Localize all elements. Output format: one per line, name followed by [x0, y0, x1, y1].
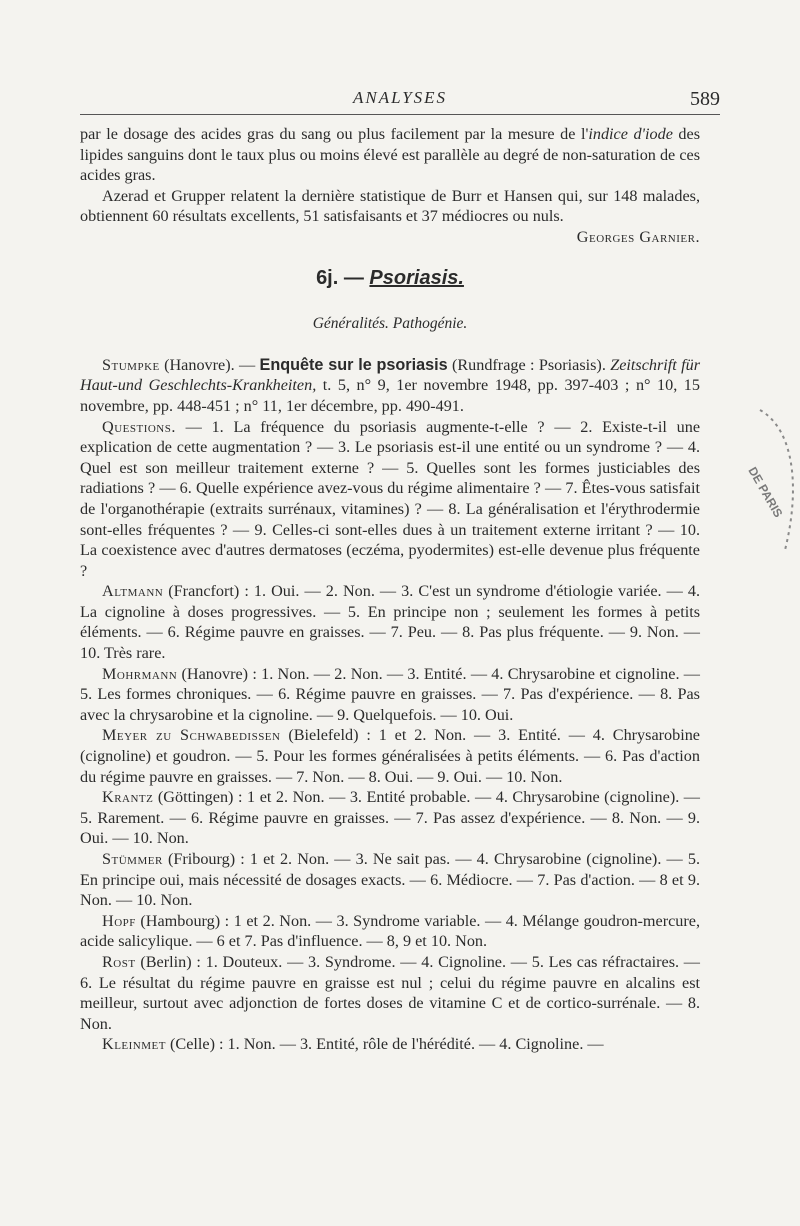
- questions-label: Questions.: [102, 417, 176, 436]
- answer-author: Meyer zu Schwabedissen: [102, 726, 281, 745]
- answer-text: (Göttingen) : 1 et 2. Non. — 3. Entité probable. — 4. Chrysarobine (cignoline). — 5. Rarement. — 6. Régime pauvre en graisses. — 7. Pas assez d'expérience. — 8. Non. — 9. Oui. — 10. Non.: [80, 788, 700, 848]
- answer-author: Rost: [102, 952, 136, 971]
- answer-author: Mohrmann: [102, 664, 178, 683]
- section-title: Psoriasis.: [369, 266, 464, 289]
- reference-entry: [80, 355, 700, 417]
- intro-text-cont: des lipides sanguins dont le taux plus ou moins élevé est parallèle au degré de non-saturation de ces acides gras.: [80, 125, 700, 185]
- stamp-text: DE PARIS: [745, 464, 786, 520]
- answer-text: (Hambourg) : 1 et 2. Non. — 3. Syndrome variable. — 4. Mélange goudron-mercure, acide salicylique. — 6 et 7. Pas d'influence. — 8, 9 et 10. Non.: [80, 911, 700, 951]
- reference-rest-b: t. 5, n° 9, 1er novembre 1948, pp. 397-403 ; n° 10, 15 novembre, pp. 448-451 ; n° 11, 1er décembre, pp. 490-491.: [80, 376, 700, 415]
- library-stamp: [700, 400, 800, 570]
- page-number: 589: [690, 88, 720, 110]
- answer-text: (Francfort) : 1. Oui. — 2. Non. — 3. C'est un syndrome d'étiologie variée. — 4. La cignoline à doses progressives. — 5. En principe non ; seulement les formes à petits éléments. — 6. Régime pauvre en graisses. — 7. Peu. — 8. Pas plus fréquente. — 9. Non. — 10. Très rare.: [80, 582, 700, 663]
- reference-rest-a: (Rundfrage : Psoriasis).: [447, 355, 611, 374]
- answer-author: Kleinmet: [102, 1035, 166, 1054]
- reference-place: (Hanovre). —: [159, 355, 260, 374]
- answer-author: Altmann: [102, 582, 164, 601]
- answer-entry: [80, 849, 700, 911]
- reference-author: Stumpke: [102, 355, 160, 374]
- answer-entry: [80, 1034, 700, 1055]
- answer-author: Krantz: [102, 788, 154, 807]
- reference-journal: Zeitschrift für Haut-und Geschlechts-Krankheiten,: [80, 355, 701, 395]
- answer-author: Stümmer: [102, 850, 163, 868]
- signature: Georges Garnier.: [576, 227, 700, 246]
- answer-text: (Berlin) : 1. Douteux. — 3. Syndrome. — 4. Cignoline. — 5. Les cas réfractaires. — 6. Le résultat du régime pauvre en graisse est nul ; celui du régime pauvre en alcalins est meilleur, surtout avec adjonction de fortes doses de vitamine C et de cortico-surrénale. — 8. Non.: [80, 952, 700, 1033]
- section-heading: [80, 268, 700, 289]
- intro-paragraph-2: Azerad et Grupper relatent la dernière statistique de Burr et Hansen qui, sur 148 malades, obtiennent 60 résultats excellents, 51 satisfaisants et 37 médiocres ou nuls.: [80, 186, 700, 226]
- answer-entry: [80, 581, 700, 663]
- answer-entry: [80, 787, 700, 849]
- running-title: ANALYSES: [352, 88, 448, 107]
- intro-text: par le dosage des acides gras du sang ou plus facilement par la mesure de l': [80, 125, 589, 143]
- answer-text: (Fribourg) : 1 et 2. Non. — 3. Ne sait pas. — 4. Chrysarobine (cignoline). — 5. En principe oui, mais nécessité de dosages exacts. — 6. Médiocre. — 7. Pas d'action. — 8 et 9. Non. — 10. Non.: [80, 850, 700, 910]
- header-rule: [80, 114, 720, 115]
- questions-text: — 1. La fréquence du psoriasis augmente-t-elle ? — 2. Existe-t-il une explication de cette augmentation ? — 3. Le psoriasis est-il une entité ou un syndrome ? — 4. Quel est son meilleur traitement externe ? — 5. Quelles sont les formes justiciables des radiations ? — 6. Quelle expérience avez-vous du régime alimentaire ? — 7. Êtes-vous satisfait de l'organothérapie (extraits surrénaux, vitamines) ? — 8. La généralisation et l'érythrodermie sont-elles fréquentes ? — 9. Celles-ci sont-elles dues à un traitement externe irritant ? — 10. La coexistence avec d'autres dermatoses (eczéma, pyodermites) est-elle devenue plus fréquente ?: [80, 417, 700, 580]
- answer-entry: [80, 725, 700, 787]
- subsection-heading: Généralités. Pathogénie.: [312, 315, 468, 333]
- answer-text: (Bielefeld) : 1 et 2. Non. — 3. Entité. — 4. Chrysarobine (cignoline) et goudron. — 5. Pour les formes généralisées à petits éléments. — 6. Pas d'action du régime pauvre en graisses. — 7. Non. — 8. Oui. — 9. Oui. — 10. Non.: [80, 726, 700, 786]
- body-text: [80, 124, 700, 1055]
- answer-text: (Hanovre) : 1. Non. — 2. Non. — 3. Entité. — 4. Chrysarobine et cignoline. — 5. Les formes chroniques. — 6. Régime pauvre en graisses. — 7. Pas d'expérience. — 8. Pas avec la chrysarobine et la cignoline. — 9. Quelquefois. — 10. Oui.: [80, 664, 700, 724]
- intro-italic: indice d'iode: [588, 125, 673, 143]
- answer-entry: [80, 911, 700, 952]
- section-number: 6j. —: [316, 266, 364, 289]
- reference-title: Enquête sur le psoriasis: [259, 355, 448, 374]
- questions-paragraph: [80, 417, 700, 582]
- intro-paragraph-1: [80, 124, 700, 186]
- answer-entry: [80, 952, 700, 1034]
- answer-author: Hopf: [102, 911, 136, 930]
- answer-entry: [80, 664, 700, 726]
- running-head: [80, 88, 720, 112]
- answer-text: (Celle) : 1. Non. — 3. Entité, rôle de l'hérédité. — 4. Cignoline. —: [165, 1035, 604, 1054]
